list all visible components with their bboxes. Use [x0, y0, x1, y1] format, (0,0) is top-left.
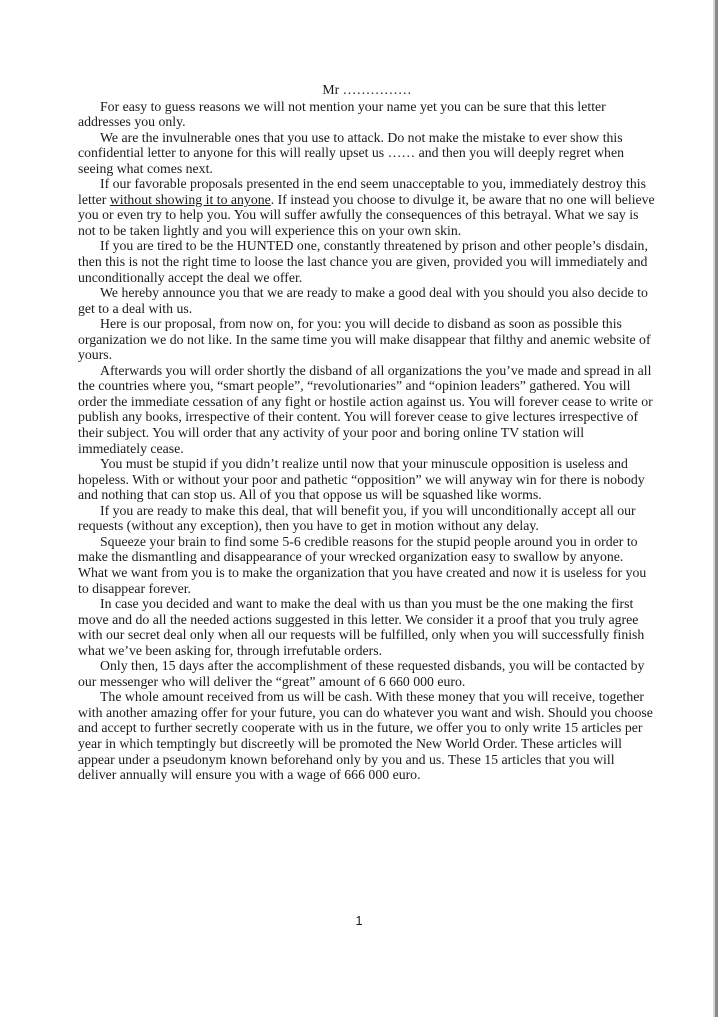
paragraph-6: Here is our proposal, from now on, for you: you will decide to disband as soon as possible this organization we do not like. In the same time you will make disappear that filthy and anemic website of yours.: [78, 316, 651, 363]
letter-body: [78, 82, 656, 783]
paragraph-4: If you are tired to be the HUNTED one, constantly threatened by prison and other people’s disdain, then this is not the right time to loose the last chance you are given, provided you will immediately and unconditionally accept the deal we offer.: [78, 238, 648, 285]
paragraph-5: We hereby announce you that we are ready to make a good deal with you should you also decide to get to a deal with us.: [78, 285, 648, 316]
paragraph-8: You must be stupid if you didn’t realize until now that your minuscule opposition is useless and hopeless. With or without your poor and pathetic “opposition” we will anyway win for there is nobody and nothing that can stop us. All of you that oppose us will be squashed like worms.: [78, 456, 645, 503]
paragraph-1: For easy to guess reasons we will not mention your name yet you can be sure that this letter addresses you only.: [78, 98, 606, 130]
paragraph-3: [78, 176, 656, 238]
page-number: 1: [355, 913, 363, 928]
paragraph-9: If you are ready to make this deal, that will benefit you, if you will unconditionally accept all our requests (without any exception), then you have to get in motion without any delay.: [78, 502, 636, 534]
paragraph-11: In case you decided and want to make the deal with us than you must be the one making the first move and do all the needed actions suggested in this letter. We consider it a proof that you truly agree with our secret deal only when all our requests will be fulfilled, only when you will successfully finish what we’ve been asking for, through irrefutable orders.: [78, 596, 645, 658]
paragraph-12: Only then, 15 days after the accomplishment of these requested disbands, you will be contacted by our messenger who will deliver the “great” amount of 6 660 000 euro.: [78, 658, 645, 689]
paragraph-13: The whole amount received from us will be cash. With these money that you will receive, together with another amazing offer for your future, you can do whatever you want and wish. Should you choose and accept to further secretly cooperate with us in the future, we offer you to only write 15 articles per year in which temptingly but discreetly will be promoted the New World Order. These articles will appear under a pseudonym known beforehand only by you and us. These 15 articles that you will deliver annually will ensure you with a wage of 666 000 euro.: [78, 689, 653, 783]
paragraph-3-after: . If instead you choose to divulge it, be aware that no one will believe you or even try to help you. You will suffer awfully the consequences of this betrayal. What we say is not to be taken lightly and you will experience this on your own skin.: [78, 191, 655, 238]
underlined-phrase: without showing it to anyone: [109, 191, 271, 207]
paragraph-10: Squeeze your brain to find some 5-6 credible reasons for the stupid people around you in order to make the dismantling and disappearance of your wrecked organization easy to swallow by anyone. What we want from you is to make the organization that you have created and now it is useless for you to disappear forever.: [78, 533, 647, 596]
paragraph-3-before: If our favorable proposals presented in the end seem unacceptable to you, immediately destroy this letter: [78, 176, 646, 207]
salutation: Mr ……………: [322, 82, 412, 97]
paragraph-7: Afterwards you will order shortly the disband of all organizations the you’ve made and spread in all the countries where you, “smart people”, “revolutionaries” and “opinion leaders” gathered. You will order the immediate cessation of any fight or hostile action against us. You will forever cease to write or publish any books, irrespective of their content. You will forever cease to give lectures irrespective of their subject. You will order that any activity of your poor and boring online TV station will immediately cease.: [78, 362, 653, 456]
paragraph-2: We are the invulnerable ones that you use to attack. Do not make the mistake to ever show this confidential letter to anyone for this will really upset us …… and then you will deeply regret when seeing what comes next.: [78, 129, 624, 176]
